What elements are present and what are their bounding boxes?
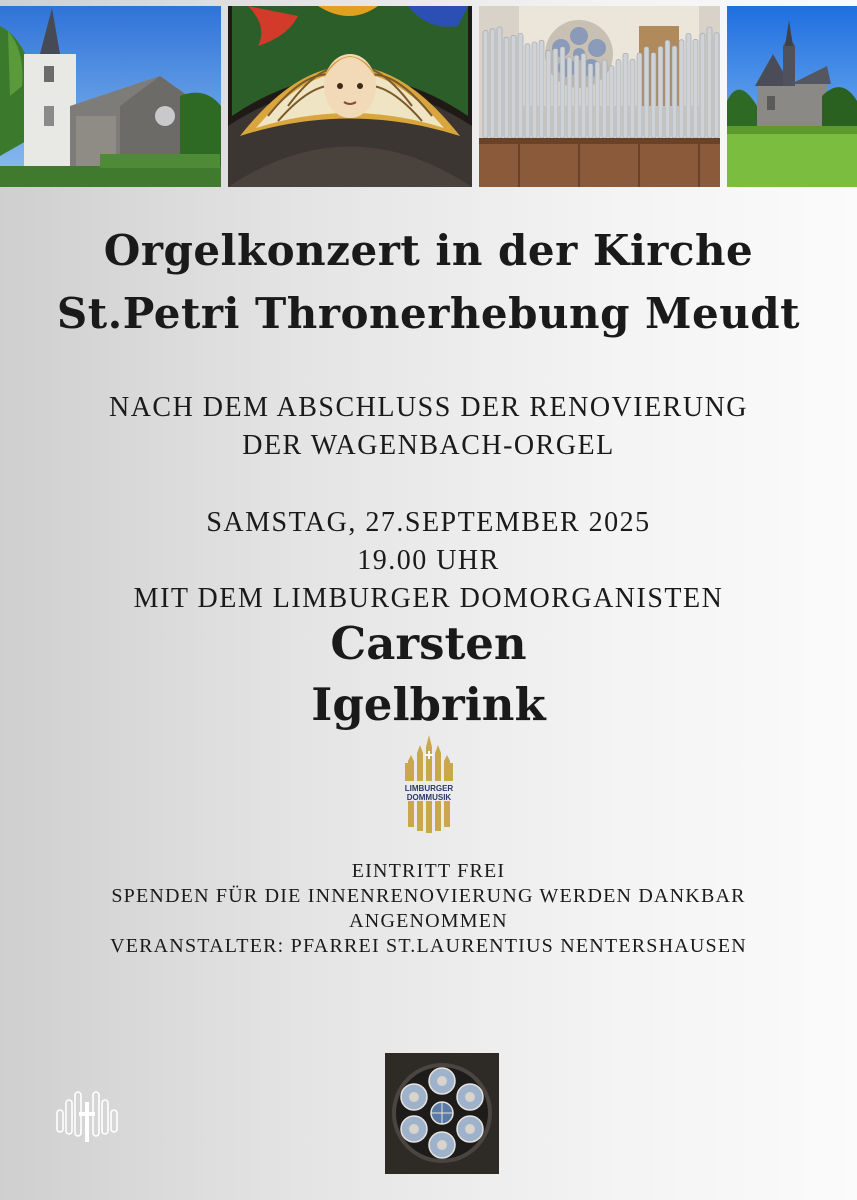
organ-pipe — [574, 55, 579, 138]
event-date: SAMSTAG, 27.SEPTEMBER 2025 — [206, 507, 651, 538]
organizer-text: VERANSTALTER: PFARREI ST.LAURENTIUS NENTERSHAUSEN — [110, 935, 747, 957]
organ-pipe — [532, 42, 537, 138]
organ-pipe — [490, 29, 495, 138]
organ-pipe — [672, 46, 677, 138]
organ-pipe — [483, 31, 488, 138]
organ-pipe — [497, 27, 502, 138]
organ-pipe — [644, 47, 649, 138]
entry-free-text: EINTRITT FREI — [351, 860, 506, 882]
renovation-subtitle-line-1: NACH DEM ABSCHLUSS DER RENOVIERUNG — [108, 392, 749, 423]
organist-intro: MIT DEM LIMBURGER DOMORGANISTEN — [133, 583, 724, 614]
organ-pipe — [707, 27, 712, 138]
performer-first-name: Carsten — [330, 617, 527, 670]
organ-pipe — [567, 57, 572, 138]
church-exterior-photo — [0, 6, 221, 187]
organ-pipe — [609, 66, 614, 138]
organ-pipes-photo — [479, 6, 720, 187]
concert-title-line-1: Orgelkonzert in der Kirche — [103, 226, 754, 275]
rose-window-icon — [385, 1053, 499, 1174]
organ-pipe — [637, 53, 642, 138]
organ-pipe — [623, 53, 628, 138]
organ-pipe — [546, 50, 551, 138]
organ-pipe — [518, 34, 523, 138]
organ-pipe — [658, 46, 663, 138]
logo-text-line-2: DOMMUSIK — [406, 793, 452, 802]
cathedral-pipes-logo-icon — [398, 733, 460, 833]
concert-title-line-2: St.Petri Thronerhebung Meudt — [56, 289, 801, 338]
organ-pipe — [651, 53, 656, 138]
church-lawn-photo — [727, 6, 857, 187]
organ-pipe — [525, 44, 530, 138]
limburger-dommusik-logo — [398, 733, 460, 833]
donation-text-line-1: SPENDEN FÜR DIE INNENRENOVIERUNG WERDEN DANKBAR — [111, 885, 746, 907]
organ-pipe — [665, 40, 670, 138]
organ-pipe — [630, 59, 635, 138]
angel-stained-glass-photo — [228, 6, 472, 187]
organ-pipe — [588, 64, 593, 138]
organ-pipe — [560, 47, 565, 138]
organ-pipe — [714, 33, 719, 138]
event-time: 19.00 UHR — [357, 545, 500, 576]
organ-pipe — [539, 40, 544, 138]
organ-pipe — [553, 49, 558, 138]
organ-pipe — [686, 34, 691, 138]
photo-strip — [0, 6, 857, 187]
organ-pipe — [679, 40, 684, 138]
organ-pipe — [595, 62, 600, 138]
organ-pipe — [581, 53, 586, 138]
organ-pipe — [616, 60, 621, 138]
renovation-subtitle-line-2: DER WAGENBACH-ORGEL — [242, 430, 615, 461]
logo-text-line-1: LIMBURGER — [404, 784, 454, 793]
organ-pipes-cross-icon — [55, 1088, 119, 1146]
performer-last-name: Igelbrink — [311, 678, 546, 731]
organ-pipe — [511, 35, 516, 138]
organ-pipe — [504, 37, 509, 138]
organ-pipe — [693, 39, 698, 138]
organ-pipe — [602, 60, 607, 138]
donation-text-line-2: ANGENOMMEN — [349, 910, 508, 932]
organ-pipe — [700, 33, 705, 138]
